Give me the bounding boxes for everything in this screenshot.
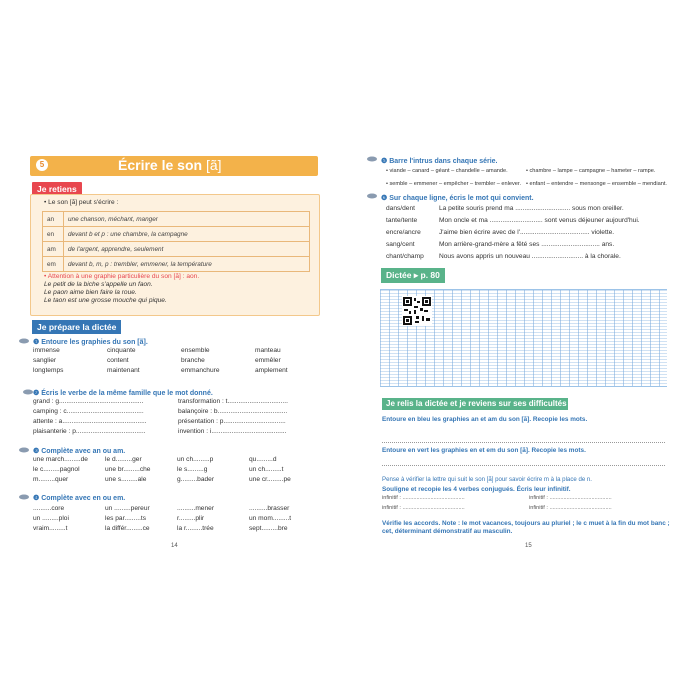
je-prepare-tag: Je prépare la dictée (32, 320, 121, 334)
lesson-number: 5 (36, 159, 48, 171)
exercise-6-title: ❻ Sur chaque ligne, écris le mot qui convient. (381, 195, 534, 202)
headphones-icon (366, 156, 378, 162)
exercise-4-title: ❹ Complète avec en ou em. (33, 495, 126, 502)
retiens-row: em devant b, m, p : trembler, emmener, la température (43, 257, 310, 272)
je-retiens-tag: Je retiens (32, 182, 82, 196)
exercise-5-title: ❺ Barre l'intrus dans chaque série. (381, 158, 498, 165)
exercise-6-rows: dans/dent La petite souris prend ma .............................. sous mon oreiller. tante/tente Mon oncle et ma ............................. sont venus déjeuner aujourd'hui. encre/ancre J'aime bien écrire avec de l'...................................... violette. sang/cent Mon arrière-grand-mère a fêté ses ................................ ans. chant/champ Nous avons appris un nouveau ............................ à la chorale. (386, 205, 640, 260)
relis-step-3a: Pense à vérifier la lettre qui suit le son [ã] pour savoir écrire m à la place de n. (382, 476, 592, 483)
relis-step-2: Entoure en vert les graphies en et em du son [ã]. Recopie les mots. (382, 447, 586, 454)
answer-lines-2[interactable] (382, 457, 665, 466)
exercise-4-items: ..........core un .........pereur ..........mener ..........brasser un .........ploi les par.........ts r.........plir un mom.........t vraim.........t la différ.........ce la r.........trée sept.........bre (33, 505, 292, 532)
infinitif-fields[interactable]: infinitif : ........................................ infinitif : ........................................ infinitif : ........................................ infinitif : ........................................ (382, 495, 612, 511)
exercise-2-title: ❷ Écris le verbe de la même famille que le mot donné. (33, 390, 213, 397)
exercise-1-title: ❶ Entoure les graphies du son [ã]. (33, 339, 148, 346)
exercise-2-items: grand : g.............................................. transformation : t................................. camping : c.......................................... balançoire : b...................................... attente : a.............................................. présentation : p.................................. plaisanterie : p...................................... invention : i......................................... (33, 398, 288, 435)
headphones-icon (18, 447, 30, 453)
qr-code-icon[interactable] (402, 296, 432, 326)
headphones-icon (18, 338, 30, 344)
retiens-row: am de l'argent, apprendre, seulement (43, 242, 310, 257)
exercise-3-items: une march.........de le d.........ger un ch.........p qu.........d le c.........pagnol une br.........che le s.........g un ch.........t m.........quer une s.........ale g.........bader une cr.........pe (33, 456, 291, 483)
retiens-example-3: Le taon est une grosse mouche qui pique. (44, 297, 167, 304)
page-title: Écrire le son [ã] (118, 157, 222, 173)
headphones-icon (366, 193, 378, 199)
answer-lines-1[interactable] (382, 426, 665, 443)
retiens-row: en devant b et p : une chambre, la campagne (43, 227, 310, 242)
page-number-left: 14 (171, 543, 178, 549)
relis-step-4: Vérifie les accords. Note : le mot vacances, toujours au pluriel ; le c muet à la fin du mot banc ; cet, déterminant démonstratif au masculin. (382, 520, 670, 535)
retiens-row: an une chanson, méchant, manger (43, 212, 310, 227)
dictee-tag[interactable]: Dictée ▸ p. 80 (381, 268, 445, 283)
retiens-attention: • Attention à une graphie particulière du son [ã] : aon. (44, 273, 200, 280)
exercise-5-lines: • viande – canard – géant – chandelle – amande. • chambre – lampe – campagne – hameter – rampe. • semble – emmener – empêcher – trembler – enlever. • enfant – entendre – mensonge – ensemble – mendiant. (386, 168, 667, 187)
retiens-intro: • Le son [ã] peut s'écrire : (44, 199, 119, 206)
retiens-table (42, 211, 310, 272)
relis-title: Je relis la dictée et je reviens sur ses difficultés (386, 399, 567, 408)
exercise-3-title: ❸ Complète avec an ou am. (33, 448, 126, 455)
page-number-right: 15 (525, 543, 532, 549)
exercise-1-words: immense cinquante ensemble manteau sanglier content branche emmêler longtemps maintenant emmanchure amplement (33, 347, 288, 374)
relis-step-1: Entoure en bleu les graphies an et am du son [ã]. Recopie les mots. (382, 416, 588, 423)
headphones-icon (18, 494, 30, 500)
retiens-example-1: Le petit de la biche s'appelle un faon. (44, 281, 153, 288)
relis-step-3b: Souligne et recopie les 4 verbes conjugués. Écris leur infinitif. (382, 486, 571, 493)
retiens-example-2: Le paon aime bien faire la roue. (44, 289, 137, 296)
